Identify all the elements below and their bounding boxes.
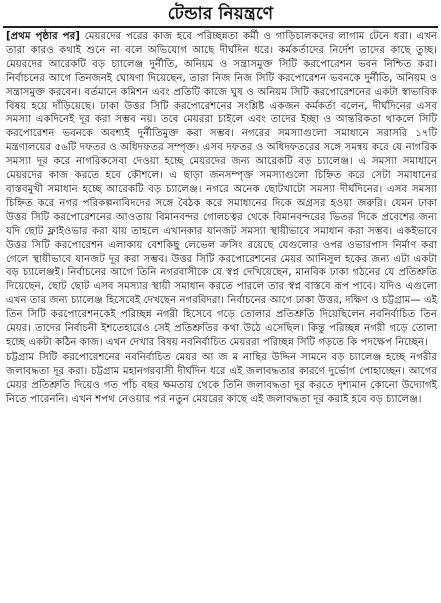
paragraph-1 bbox=[6, 30, 437, 350]
article-body bbox=[0, 30, 441, 406]
headline: টেন্ডার নিয়ন্ত্রণে bbox=[167, 4, 274, 24]
paragraph-2: চট্টগ্রাম সিটি করপোরেশনের নবনির্বাচিত মেয়র আ জ ম নাছির উদ্দিন সামনে বড় চ্যালেঞ্জ হচ্ছে নগরীর জলাবদ্ধতা দূর করা। চট্টগ্রাম মহানগরবাসী দীর্ঘদিন ধরে এই জলাবদ্ধতার কারণে দুর্ভোগ পোহাচ্ছেন। আগের মেয়র প্রতিশ্রুতি দিয়েও গত পাঁচ বছর ক্ষমতায় থেকে তিনি জলাবদ্ধতা দূর করতে দৃশ্যমান কোনো উদ্যোগই নিতে পারেননি। এখন শপথ নেওয়ার পর নতুন মেয়রের কাছে এই জলাবদ্ধতা দূর করাই হবে বড় চ্যালেঞ্জ। bbox=[6, 351, 437, 405]
paragraph-1-text: মেয়রদের পরের কাজ হবে পরিচ্ছন্নতা কর্মী ও গাড়িচালকদের লাগাম টেনে ধরা। এখন তারা কারও কথাই শুনে না বলে অভিযোগ আছে দীর্ঘদিন ধরে। কর্মকর্তাদের নির্দেশ তাদের কাছে তুচ্ছ। মেয়রদের আরেকটি বড় চ্যালেঞ্জ দুর্নীতি, অনিয়ম ও সন্ত্রাসমুক্ত সিটি করপোরেশন ভবন নিশ্চিত করা। নির্বাচনের আগে তিনজনই ঘোষণা দিয়েছেন, তারা নিজ নিজ সিটি করপোরেশন ভবনকে দুর্নীতি, অনিয়ম ও সন্ত্রাসমুক্ত করবেন। বর্তমানে কমিশন এবং প্রতিটি কাজে ঘুষ ও অনিয়ম সিটি করপোরেশনের একটা স্বাভাবিক বিষয় হয়ে দাঁড়িয়েছে। ঢাকা উত্তর সিটি করপোরেশনের সংশ্লিষ্ট একজন কর্মকর্তা বলেন, দীর্ঘদিনের এসব সমস্যা একদিনেই দূর করা সম্ভব নয়। তবে মেয়ররা চাইলে এবং তাদের ইচ্ছা ও আন্তরিকতা থাকলে সিটি করপোরেশন ভবনকে অবশ্যই দুর্নীতিমুক্ত করা সম্ভব। নগরের সমস্যাগুলো সমাধানে সরাসরি ১৭টি মন্ত্রণালয়ের ৫৬টি দফতর ও অধিদফতর সম্পৃক্ত। এসব দফতর ও অধিদফতরের সঙ্গে সমন্বয় করে যে নাগরিক সমস্যা দূর করে নাগরিকসেবা দেওয়া হচ্ছে মেয়রদের জন্য আরেকটি বড় চ্যালেঞ্জ। এ সমস্যা সমাধানে মেয়রদের কাজ করতে হবে কৌশলে। এ ছাড়া জনসম্পৃক্ত সমস্যাগুলো চিহ্নিত করে সেটা সমাধানের বাস্তবমুখী সমাধান হচ্ছে আরেকটি বড় চ্যালেঞ্জ। নগরে অনেক ছোটখাটো সমস্যা দীর্ঘদিনের। এসব সমস্যা চিহ্নিত করে নগর পরিকল্পনাবিদদের সঙ্গে বৈঠক করে সমাধানের দিকে অগ্রসর হওয়া জরুরি। যেমন ঢাকা উত্তর সিটি করপোরেশনের আওতায় বিমানবন্দর গোলচত্বর থেকে বিমানবন্দরের ভিতর দিকে প্রবেশের জন্য যদি ছোট ফ্লাইওভার করা যায় তাহলে এখানকার যানজট সমস্যা স্থায়ীভাবে সমাধান করা সম্ভব। একইভাবে উত্তর সিটি করপোরেশন এলাকায় বেশকিছু লেভেল ক্রসিং রয়েছে যেগুলোর ওপর ওভারপাস নির্মাণ করা গেলে স্থায়ীভাবে যানজট দূর করা সম্ভব। উত্তর সিটি করপোরেশনের মেয়র আনিসুল হকের জন্য এটা একটা বড় চ্যালেঞ্জই। নির্বাচনের আগে তিনি নগরবাসীকে যে স্বপ্ন দেখিয়েছেন, মানবিক ঢাকা গঠনের যে প্রতিশ্রুতি দিয়েছেন, ছোট ছোট এসব সমস্যার স্থায়ী সমাধান করতে পারলে তার স্বপ্ন বাস্তবে রূপ পাবে। যদিও এগুলো এখন তার জন্য চ্যালেঞ্জ হিসেবেই দেখছেন নগরবিদরা। নির্বাচনের আগে ঢাকা উত্তর, দক্ষিণ ও চট্টগ্রাম— এই তিন সিটি করপোরেশনকেই পরিচ্ছন্ন নগরী হিসেবে গড়ে তোলার প্রতিশ্রুতি দিয়েছিলেন নবনির্বাচিত তিন মেয়র। তাদের নির্বাচনী ইশতেহারেও সেই প্রতিশ্রুতির কথা উঠে এসেছিল। কিন্তু পরিচ্ছন্ন নগরী গড়ে তোলা হচ্ছে একটা কঠিন কাজ। এখন দেখার বিষয় নবনির্বাচিত মেয়ররা পরিচ্ছন্ন সিটি গড়তে কি পদক্ষেপ নিচ্ছেন। bbox=[6, 31, 437, 348]
continued-label: [প্রথম পৃষ্ঠার পর] bbox=[6, 31, 80, 42]
headline-rule bbox=[3, 26, 438, 28]
